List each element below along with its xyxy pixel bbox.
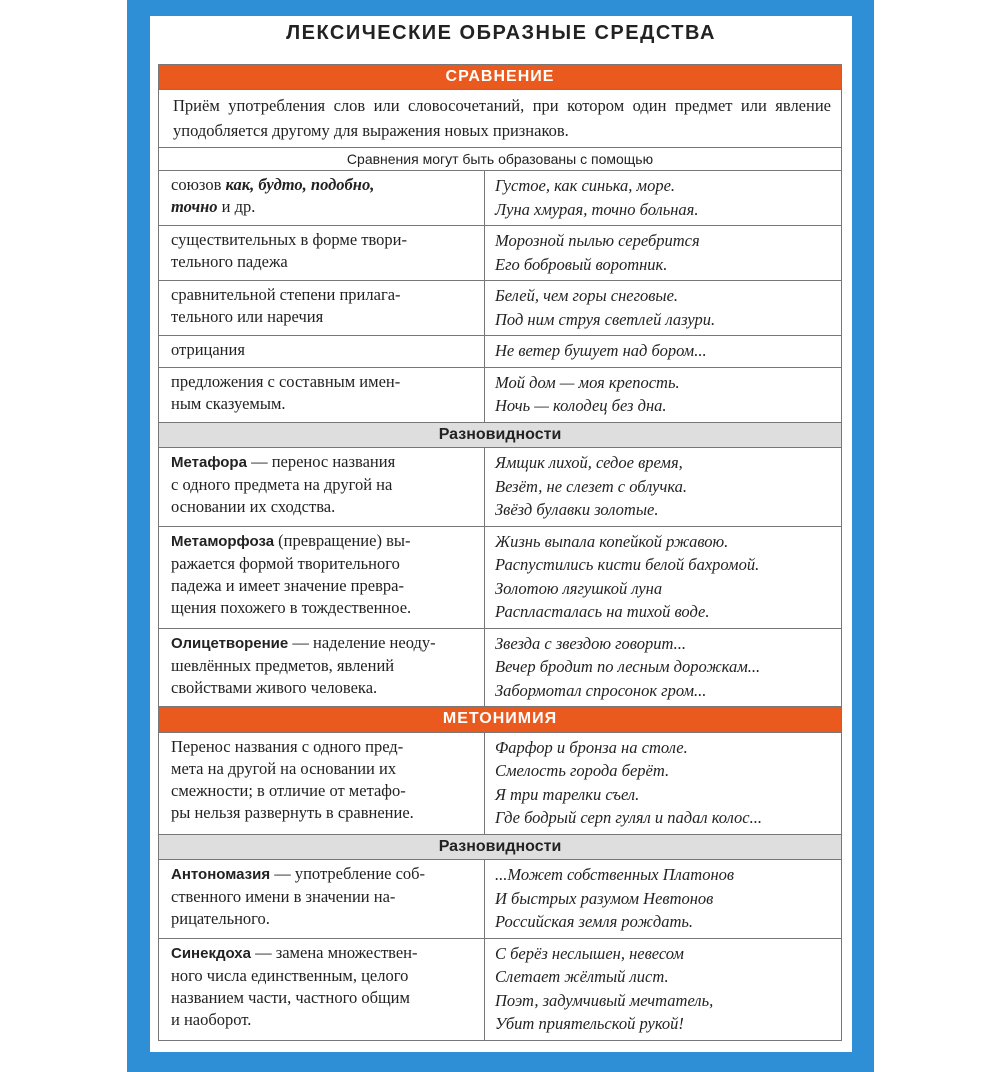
term-label: Олицетворение	[171, 634, 289, 652]
page-title: ЛЕКСИЧЕСКИЕ ОБРАЗНЫЕ СРЕДСТВА	[286, 22, 716, 44]
row-examples: Жизнь выпала копейкой ржавою. Распустились кисти белой бахромой. Золотою лягушкой луна Распласталась на тихой воде.	[495, 531, 760, 622]
term-label: Метафора	[171, 454, 247, 472]
row-examples: Фарфор и бронза на столе. Смелость города берёт. Я три тарелки съел. Где бодрый серп гулял и падал колос...	[495, 737, 762, 828]
row-description: Синекдоха — замена множествен- ного числа единственным, целого названием части, частного общим и наоборот.	[159, 939, 485, 1040]
table-row	[159, 280, 841, 335]
table-row	[159, 628, 841, 707]
content-table	[158, 64, 842, 1041]
comparison-definition: Приём употребления слов или словосочетаний, при котором один предмет или явление уподобляется другому для выражения новых признаков.	[159, 89, 841, 147]
row-examples: Морозной пылью серебрится Его бобровый воротник.	[495, 231, 700, 274]
row-description: Перенос названия с одного пред- мета на другой на основании их смежности; в отличие от метафо- ры нельзя развернуть в сравнение.	[159, 733, 485, 834]
row-description: Антономазия — употребление соб- ственного имени в значении на- рицательного.	[159, 860, 485, 938]
row-examples: Густое, как синька, море. Луна хмурая, точно больная.	[495, 176, 699, 219]
table-row	[159, 526, 841, 628]
row-description: союзов как, будто, подобно, точно и др.	[159, 171, 485, 225]
row-examples: С берёз неслышен, невесом Слетает жёлтый лист. Поэт, задумчивый мечтатель, Убит приятельской рукой!	[495, 943, 714, 1034]
row-description: отрицания	[159, 336, 485, 367]
term-label: Метаморфоза	[171, 532, 275, 550]
table-row	[159, 732, 841, 834]
comparison-varieties-heading: Разновидности	[159, 422, 841, 447]
row-examples: ...Может собственных Платонов И быстрых разумом Невтонов Российская земля рождать.	[495, 865, 735, 932]
table-row	[159, 367, 841, 422]
row-examples: Звезда с звездою говорит... Вечер бродит по лесным дорожкам... Забормотал спросонок гром...	[495, 633, 761, 700]
row-examples: Ямщик лихой, седое время, Везёт, не слезет с облучка. Звёзд булавки золотые.	[495, 453, 687, 520]
row-examples: Не ветер бушует над бором...	[495, 341, 707, 361]
row-description: существительных в форме твори- тельного падежа	[159, 226, 485, 280]
comparison-heading: СРАВНЕНИЕ	[159, 64, 841, 89]
table-row	[159, 170, 841, 225]
table-row	[159, 225, 841, 280]
table-row	[159, 447, 841, 526]
row-description: Метаморфоза (превращение) вы- ражается формой творительного падежа и имеет значение превра- щения похожего в тождественное.	[159, 527, 485, 628]
row-description: Олицетворение — наделение неоду- шевлённых предметов, явлений свойствами живого человека.	[159, 629, 485, 707]
row-examples: Белей, чем горы снеговые. Под ним струя светлей лазури.	[495, 286, 716, 329]
term-label: Синекдоха	[171, 944, 251, 962]
row-description: сравнительной степени прилага- тельного или наречия	[159, 281, 485, 335]
comparison-subheading: Сравнения могут быть образованы с помощью	[159, 147, 841, 170]
table-row	[159, 859, 841, 938]
table-row	[159, 938, 841, 1040]
row-examples: Мой дом — моя крепость. Ночь — колодец без дна.	[495, 372, 680, 416]
metonymy-varieties-heading: Разновидности	[159, 834, 841, 859]
table-row	[159, 335, 841, 367]
row-description: Метафора — перенос названия с одного предмета на другой на основании их сходства.	[159, 448, 485, 526]
row-description: предложения с составным имен- ным сказуемым.	[159, 368, 485, 422]
term-label: Антономазия	[171, 866, 271, 884]
metonymy-heading: МЕТОНИМИЯ	[159, 706, 841, 731]
